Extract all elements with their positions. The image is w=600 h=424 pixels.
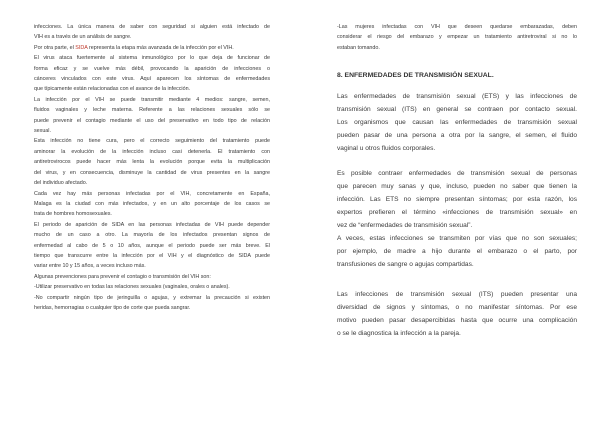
text-line: transfusiones de sangre o agujas compartidas.: [337, 261, 474, 269]
text-span: representa la etapa más avanzada de la infección por el VIH.: [87, 44, 234, 51]
text-line: -Las mujeres infectadas con VIH que deseen quedarse embarazadas, deben: [337, 24, 577, 30]
text-line: Malaga es la ciudad con más infectados, y en un alto porcentaje de los casos se: [34, 200, 270, 207]
text-line: forma eficaz y se vuelve más débil, provocando la aparición de infecciones o: [34, 65, 270, 72]
text-line: pueden pasar de una persona a otra por la sangre, el semen, el fluido: [337, 132, 577, 140]
text-line: diversidad de signos y síntomas, o no manifestar síntomas. Por ese: [337, 304, 577, 312]
text-line: vaginal u otros fluidos corporales.: [337, 145, 436, 153]
text-line: Cada vez hay más personas infectadas por el VIH, concretamente en España,: [34, 190, 270, 197]
text-line: o se le diagnostica la infección a la pareja.: [337, 330, 461, 338]
text-line: infección. Las ETS no siempre presentan síntomas; por esta razón, los: [337, 196, 577, 204]
text-line: estaban tomando.: [337, 44, 380, 51]
text-line: -Utilizar preservativo en todas las relaciones sexuales (vaginales, orales o anales).: [34, 284, 230, 291]
text-line: motivo pueden pasar desapercibidas hasta que ocurre una complicación: [337, 317, 577, 325]
text-line: Las enfermedades de transmisión sexual (ETS) y las infecciones de: [337, 93, 577, 101]
text-line: fluidos vaginales y leche materna. Referente a las relaciones sexuales sólo se: [34, 107, 270, 114]
section-heading: 8. ENFERMEDADES DE TRANSMISIÓN SEXUAL.: [337, 72, 494, 80]
text-line: por ejemplo, de madre a hijo durante el embarazo o el parto, por: [337, 248, 577, 256]
right-column: [337, 22, 577, 340]
text-line: considerar el riesgo del embarazo y empezar un tratamiento antiretroviral si no lo: [337, 34, 577, 41]
text-line: enfermedad al cabo de 5 o 10 años, aunque el periodo puede ser más breve. El: [34, 242, 270, 249]
text-line: El periodo de aparición de SIDA en las personas infectadas de VIH puede depender: [34, 221, 270, 228]
text-line: infecciones. La única manera de saber con seguridad si alguien está infectado de: [34, 24, 270, 30]
text-line: [34, 43, 270, 53]
text-span: Por otra parte, el: [34, 44, 76, 51]
text-line: El virus ataca fuertemente al sistema inmunológico por lo que deja de funcionar de: [34, 55, 270, 62]
text-line: mucho de un caso a otro. La mayoría de los infectados presentan signos de: [34, 232, 270, 239]
text-line: heridas, hemorragias o cualquier tipo de corte que pueda sangrar.: [34, 304, 191, 311]
text-line: Los organismos que causan las enfermedades de transmisión sexual: [337, 119, 577, 127]
text-line: cánceres vinculados con este virus. Aquí aparecen los síntomas de enfermedades: [34, 76, 270, 83]
text-line: del individuo afectado.: [34, 180, 88, 187]
text-line: tiempo que transcurre entre la infección por el VIH y el diagnóstico de SIDA puede: [34, 252, 270, 259]
text-line: antiretrovirocos puede hacer más lenta la evolución porque evita la multiplicación: [34, 159, 270, 166]
text-line: vez de “enfermedades de transmisión sexual”.: [337, 222, 473, 230]
text-line: trata de hombres homosexuales.: [34, 211, 112, 218]
text-line: Esta infección no tiene cura, pero el correcto seguimiento del tratamiento puede: [34, 138, 270, 145]
text-line: VIH es a través de un análisis de sangre.: [34, 34, 132, 41]
text-line: expertos prefieren el término «infecciones de transmisión sexual» en: [337, 209, 577, 217]
text-line: sexual.: [34, 128, 51, 135]
text-line: que típicamente están relacionadas con el avance de la infección.: [34, 86, 191, 93]
text-line: Es posible contraer enfermedades de transmisión sexual de personas: [337, 170, 577, 178]
text-line: La infección por el VIH se puede transmitir mediante 4 medios: sangre, semen,: [34, 96, 270, 103]
sida-highlight: SIDA: [75, 44, 88, 51]
text-line: variar entre 10 y 15 años, a veces incluso más.: [34, 263, 146, 270]
text-line: -No compartir ningún tipo de jeringuilla o agujas, y extremar la precaución si existen: [34, 294, 270, 301]
text-line: aminorar la evolución de la infección incluso casi detenerla. El tratamiento con: [34, 148, 270, 155]
text-line: Algunas prevenciones para prevenir el contagio o transmisión del VIH son:: [34, 273, 211, 280]
left-column: [34, 22, 270, 313]
text-line: puede prevenir el contagio mediante el uso del preservativo en todo tipo de relación: [34, 117, 270, 124]
text-line: que parecen muy sanas y que, incluso, pueden no saber que tienen la: [337, 183, 577, 191]
text-line: del virus, y en consecuencia, disminuye la cantidad de virus presentes en la sangre: [34, 169, 270, 176]
text-line: transmisión sexual (ITS) en general se contraen por contacto sexual.: [337, 106, 577, 114]
text-line: Las infecciones de transmisión sexual (ITS) pueden presentar una: [337, 291, 577, 299]
text-line: A veces, estas infecciones se transmiten por vías que no son sexuales;: [337, 235, 577, 243]
